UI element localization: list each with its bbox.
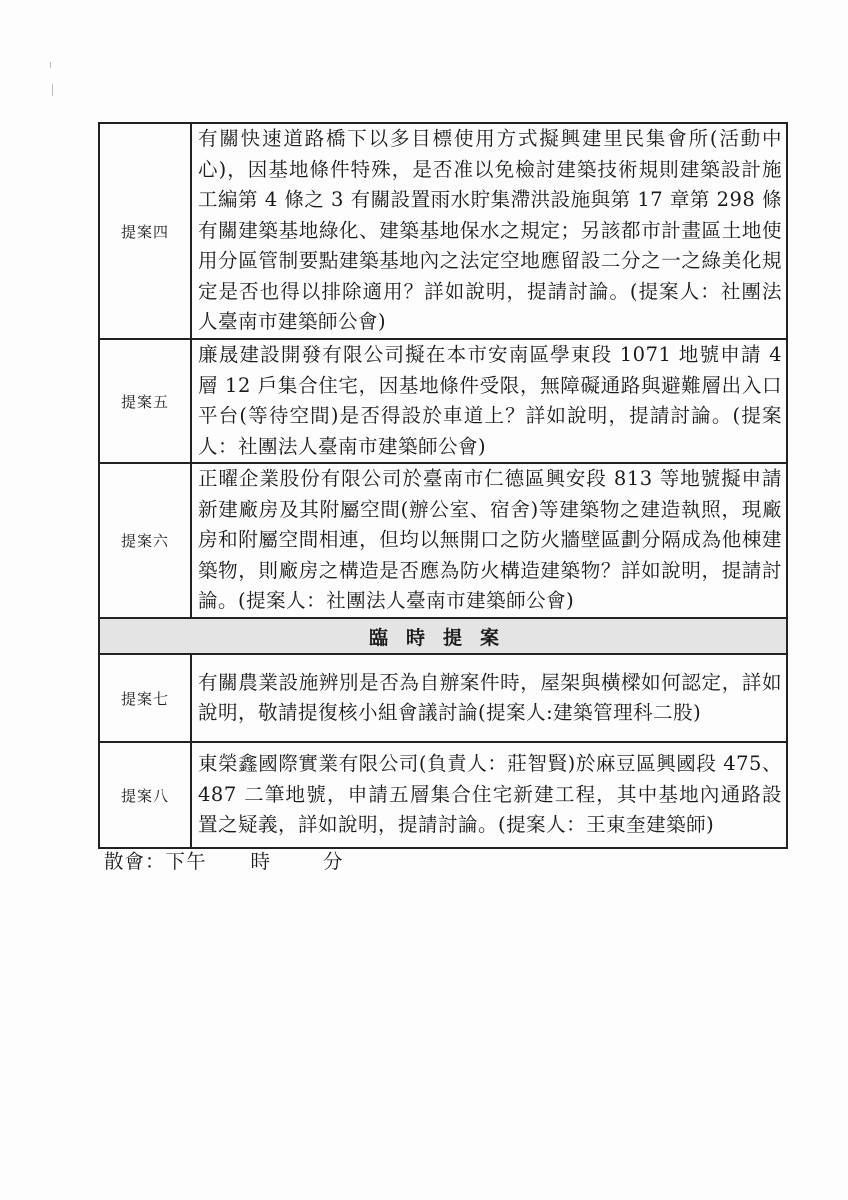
- temporary-proposal-table: [98, 617, 788, 849]
- adjournment-hour: 時: [250, 850, 272, 873]
- scan-speck: [52, 84, 53, 96]
- table-row: [99, 463, 787, 618]
- proposal-text: 廉晟建設開發有限公司擬在本市安南區學東段 1071 地號申請 4 層 12 戶集合住宅，因基地條件受限，無障礙通路與避難層出入口平台(等待空間)是否得設於車道上？詳如說明，提請討論。(提案人：社團法人臺南市建築師公會): [191, 339, 787, 463]
- adjournment-label: 散會：下午: [104, 850, 207, 873]
- proposal-text: 有關農業設施辨別是否為自辦案件時，屋架與橫樑如何認定，詳如說明，敬請提復核小組會議討論(提案人:建築管理科二股): [191, 654, 787, 742]
- temporary-proposal-header: 臨時提案: [99, 618, 787, 654]
- adjournment-minute: 分: [323, 850, 344, 873]
- proposal-label: 提案五: [99, 339, 191, 463]
- proposal-text: 正曜企業股份有限公司於臺南市仁德區興安段 813 等地號擬申請新建廠房及其附屬空間(辦公室、宿舍)等建築物之建造執照，現廠房和附屬空間相連，但均以無開口之防火牆壁區劃分隔成為他棟建築物，則廠房之構造是否應為防火構造建築物？詳如說明，提請討論。(提案人：社團法人臺南市建築師公會): [191, 463, 787, 618]
- proposal-label: 提案八: [99, 742, 191, 848]
- proposal-label: 提案七: [99, 654, 191, 742]
- proposal-text: 有關快速道路橋下以多目標使用方式擬興建里民集會所(活動中心)，因基地條件特殊，是否准以免檢討建築技術規則建築設計施工編第 4 條之 3 有關設置雨水貯集滯洪設施與第 17 章第 298 條有關建築基地綠化、建築基地保水之規定；另該都市計畫區土地使用分區管制要點建築基地內之法定空地應留設二分之一之綠美化規定是否也得以排除適用？詳如說明，提請討論。(提案人：社團法人臺南市建築師公會): [191, 123, 787, 339]
- table-row: [99, 123, 787, 339]
- proposal-label: 提案六: [99, 463, 191, 618]
- table-row: [99, 654, 787, 742]
- proposal-label: 提案四: [99, 123, 191, 339]
- proposal-table: [98, 122, 788, 619]
- adjournment-line: [104, 846, 344, 874]
- table-header-row: [99, 618, 787, 654]
- proposal-text: 東榮鑫國際實業有限公司(負責人：莊智賢)於麻豆區興國段 475、487 二筆地號，申請五層集合住宅新建工程，其中基地內通路設置之疑義，詳如說明，提請討論。(提案人：王東奎建築師): [191, 742, 787, 848]
- table-row: [99, 339, 787, 463]
- scan-speck: [50, 62, 51, 68]
- table-row: [99, 742, 787, 848]
